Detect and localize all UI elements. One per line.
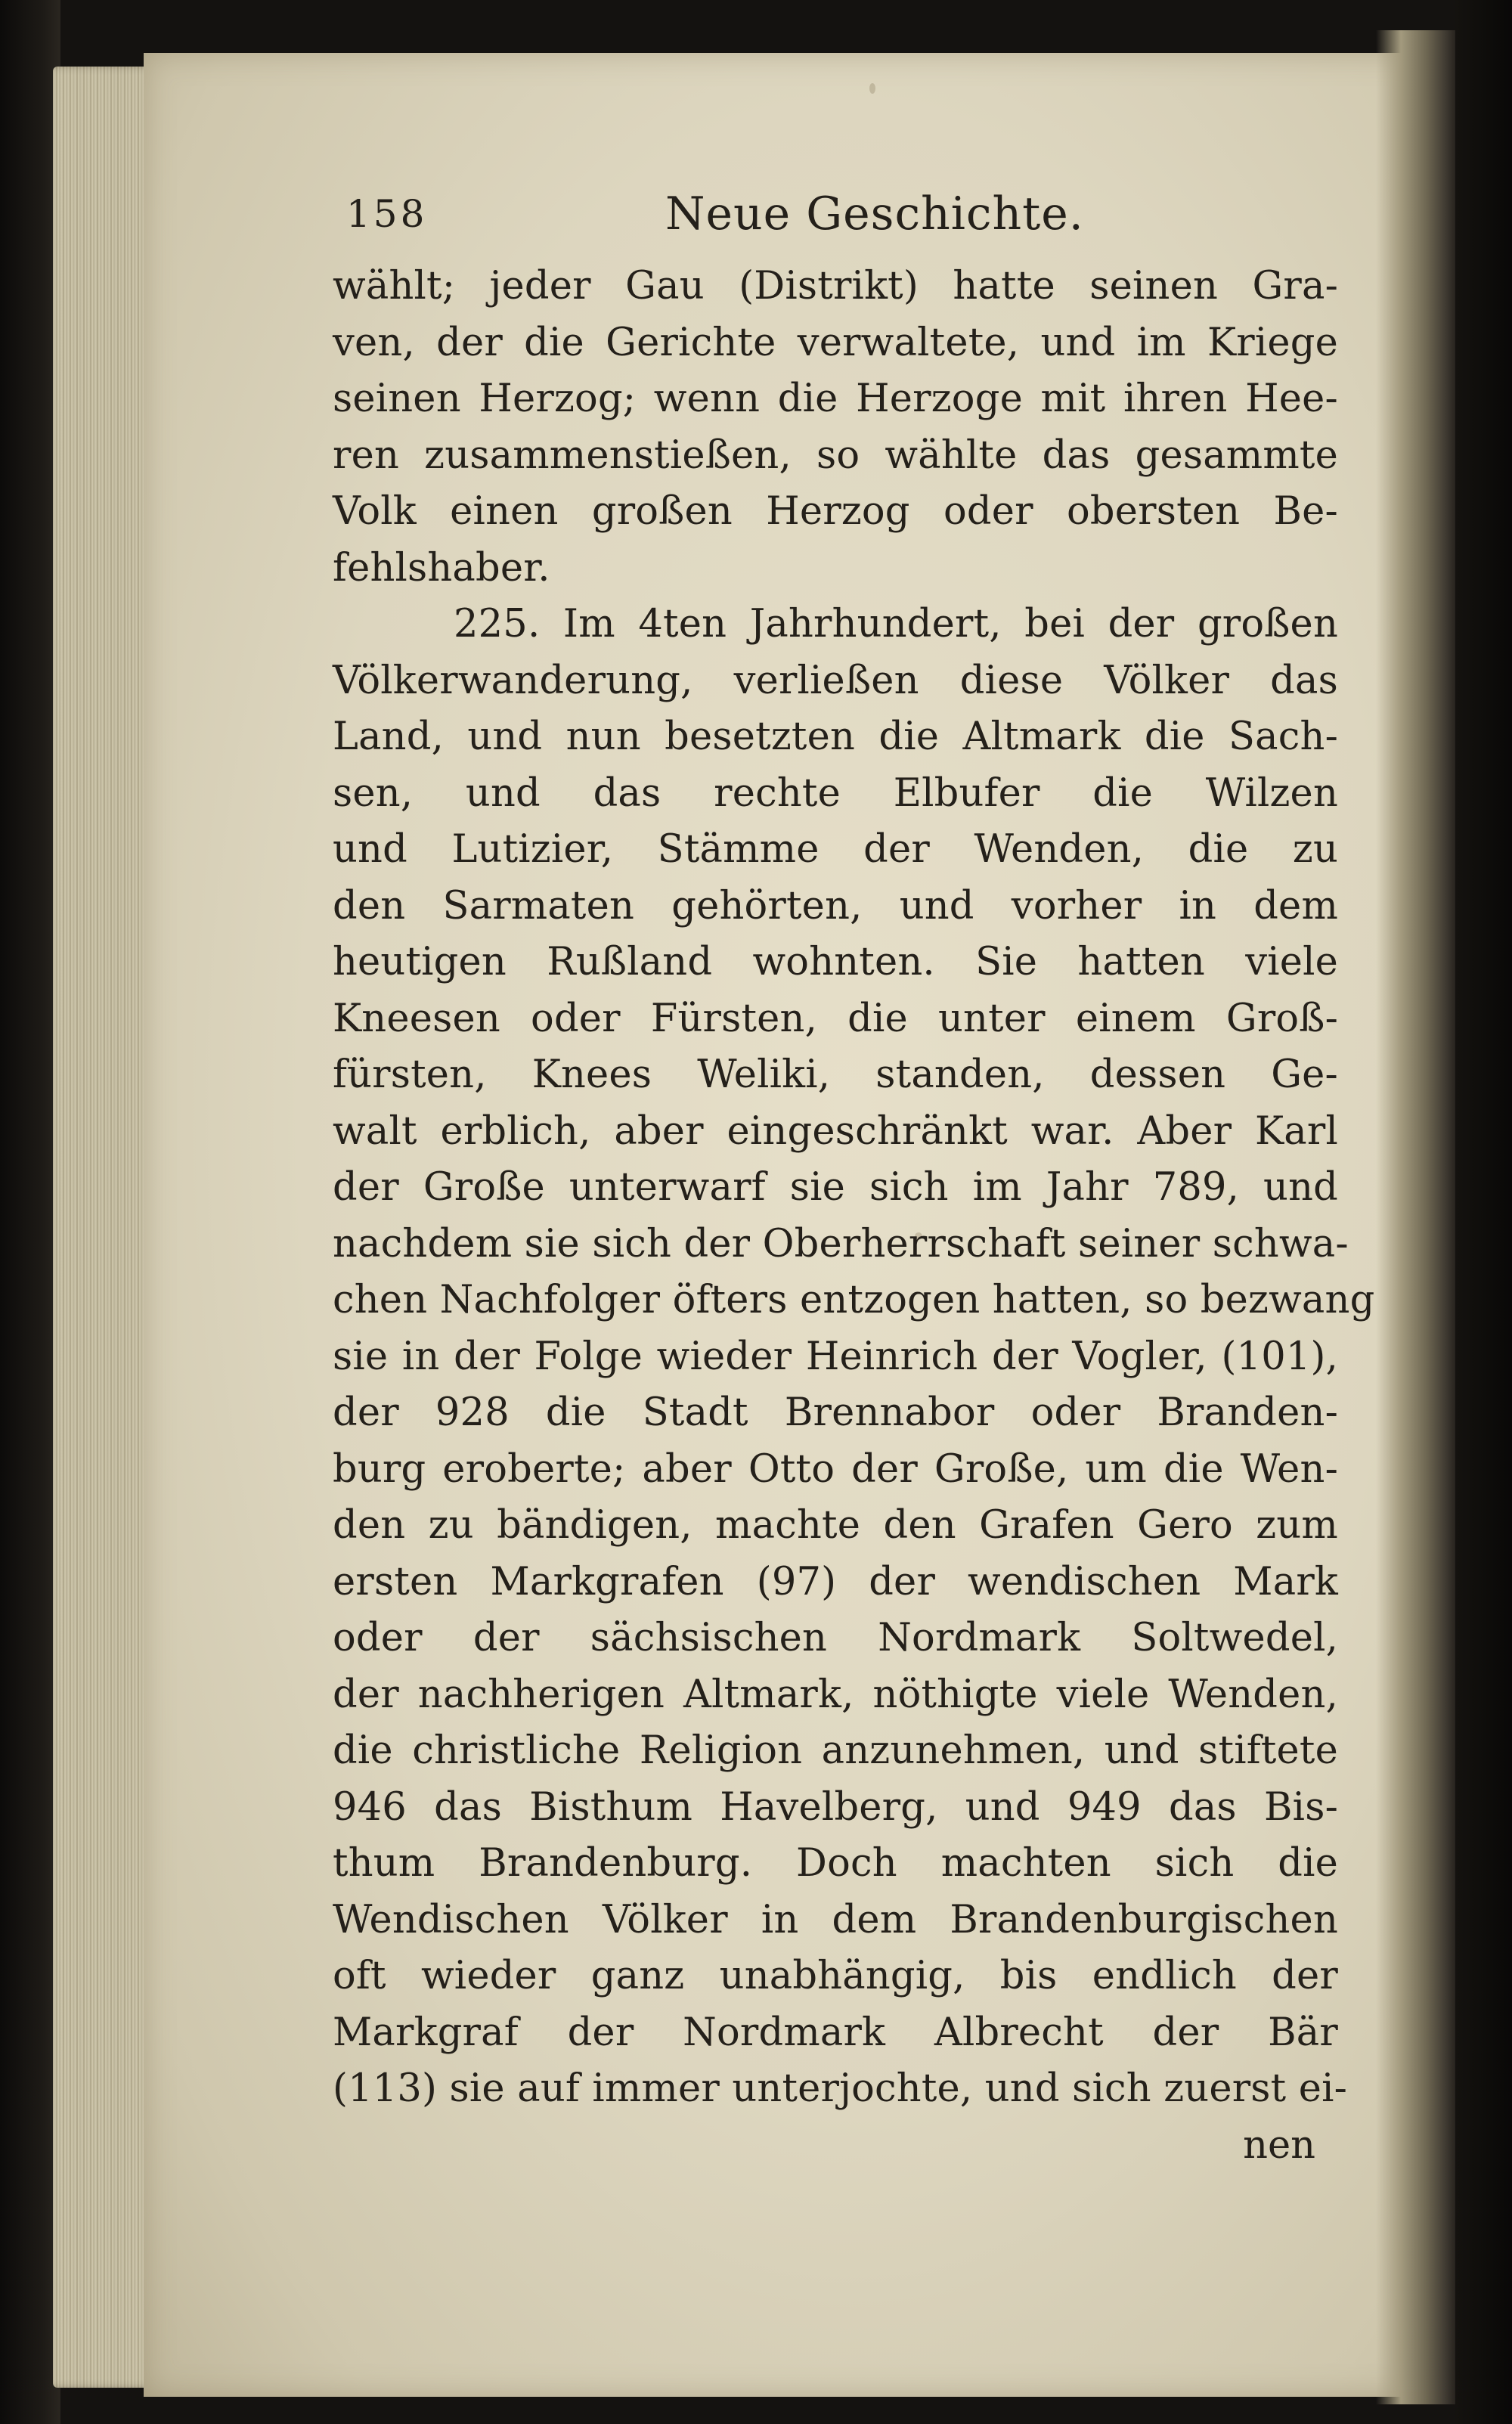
text-line: Kneesen oder Fürsten, die unter einem Groß-: [333, 996, 1338, 1041]
text-line: Völkerwanderung, verließen diese Völker das: [333, 658, 1338, 703]
text-line: ersten Markgrafen (97) der wendischen Mark: [333, 1559, 1338, 1604]
book-gutter: [1376, 30, 1459, 2404]
text-line: burg eroberte; aber Otto der Große, um die Wen-: [333, 1446, 1338, 1492]
text-line: der nachherigen Altmark, nöthigte viele Wenden,: [333, 1672, 1338, 1717]
text-line: thum Brandenburg. Doch machten sich die: [333, 1841, 1338, 1886]
text-line: seinen Herzog; wenn die Herzoge mit ihren Hee-: [333, 377, 1338, 421]
page-edges: [53, 67, 159, 2388]
page-text: [333, 175, 1375, 2174]
body-text: [333, 259, 1375, 2118]
text-line: oder der sächsischen Nordmark Soltwedel,: [333, 1616, 1338, 1660]
text-line: der 928 die Stadt Brennabor oder Branden-: [333, 1390, 1338, 1435]
text-line: (113) sie auf immer unterjochte, und sich zuerst ei-: [333, 2066, 1348, 2111]
text-line: Volk einen großen Herzog oder obersten Be-: [333, 489, 1338, 534]
text-line: und Lutizier, Stämme der Wenden, die zu: [333, 827, 1338, 872]
text-line: Markgraf der Nordmark Albrecht der Bär: [333, 2010, 1338, 2055]
text-line: fehlshaber.: [333, 545, 550, 591]
text-line: 946 das Bisthum Havelberg, und 949 das Bis-: [333, 1784, 1338, 1830]
text-line: oft wieder ganz unabhängig, bis endlich der: [333, 1954, 1338, 1998]
text-line: ven, der die Gerichte verwaltete, und im Kriege: [333, 320, 1338, 365]
text-line: sen, und das rechte Elbufer die Wilzen: [333, 770, 1338, 816]
text-line: Wendischen Völker in dem Brandenburgischen: [333, 1897, 1338, 1942]
page-header: [333, 175, 1338, 259]
text-line: sie in der Folge wieder Heinrich der Vogler, (101),: [333, 1334, 1338, 1379]
text-line: ren zusammenstießen, so wählte das gesammte: [333, 432, 1338, 478]
text-line: fürsten, Knees Weliki, standen, dessen Ge-: [333, 1052, 1338, 1097]
text-line: heutigen Rußland wohnten. Sie hatten viele: [333, 940, 1338, 984]
text-line: 225. Im 4ten Jahrhundert, bei der großen: [454, 602, 1338, 646]
running-title: Neue Geschichte.: [665, 188, 1084, 240]
text-line: den zu bändigen, machte den Grafen Gero zum: [333, 1503, 1338, 1548]
text-line: chen Nachfolger öfters entzogen hatten, so bezwang: [333, 1278, 1375, 1322]
text-line: nachdem sie sich der Oberherrschaft seiner schwa-: [333, 1221, 1349, 1266]
page-number: 158: [346, 192, 428, 236]
catchword: nen: [1243, 2122, 1315, 2168]
paper-spot: [869, 83, 875, 94]
text-line: die christliche Religion anzunehmen, und stiftete: [333, 1728, 1338, 1773]
text-line: der Große unterwarf sie sich im Jahr 789, und: [333, 1165, 1338, 1210]
text-line: walt erblich, aber eingeschränkt war. Aber Karl: [333, 1108, 1338, 1154]
book-cover-left: [0, 0, 60, 2424]
text-line: wählt; jeder Gau (Distrikt) hatte seinen Gra-: [333, 264, 1338, 308]
text-line: den Sarmaten gehörten, und vorher in dem: [333, 883, 1338, 928]
book-cover-right: [1455, 0, 1512, 2424]
text-line: Land, und nun besetzten die Altmark die Sach-: [333, 714, 1338, 759]
